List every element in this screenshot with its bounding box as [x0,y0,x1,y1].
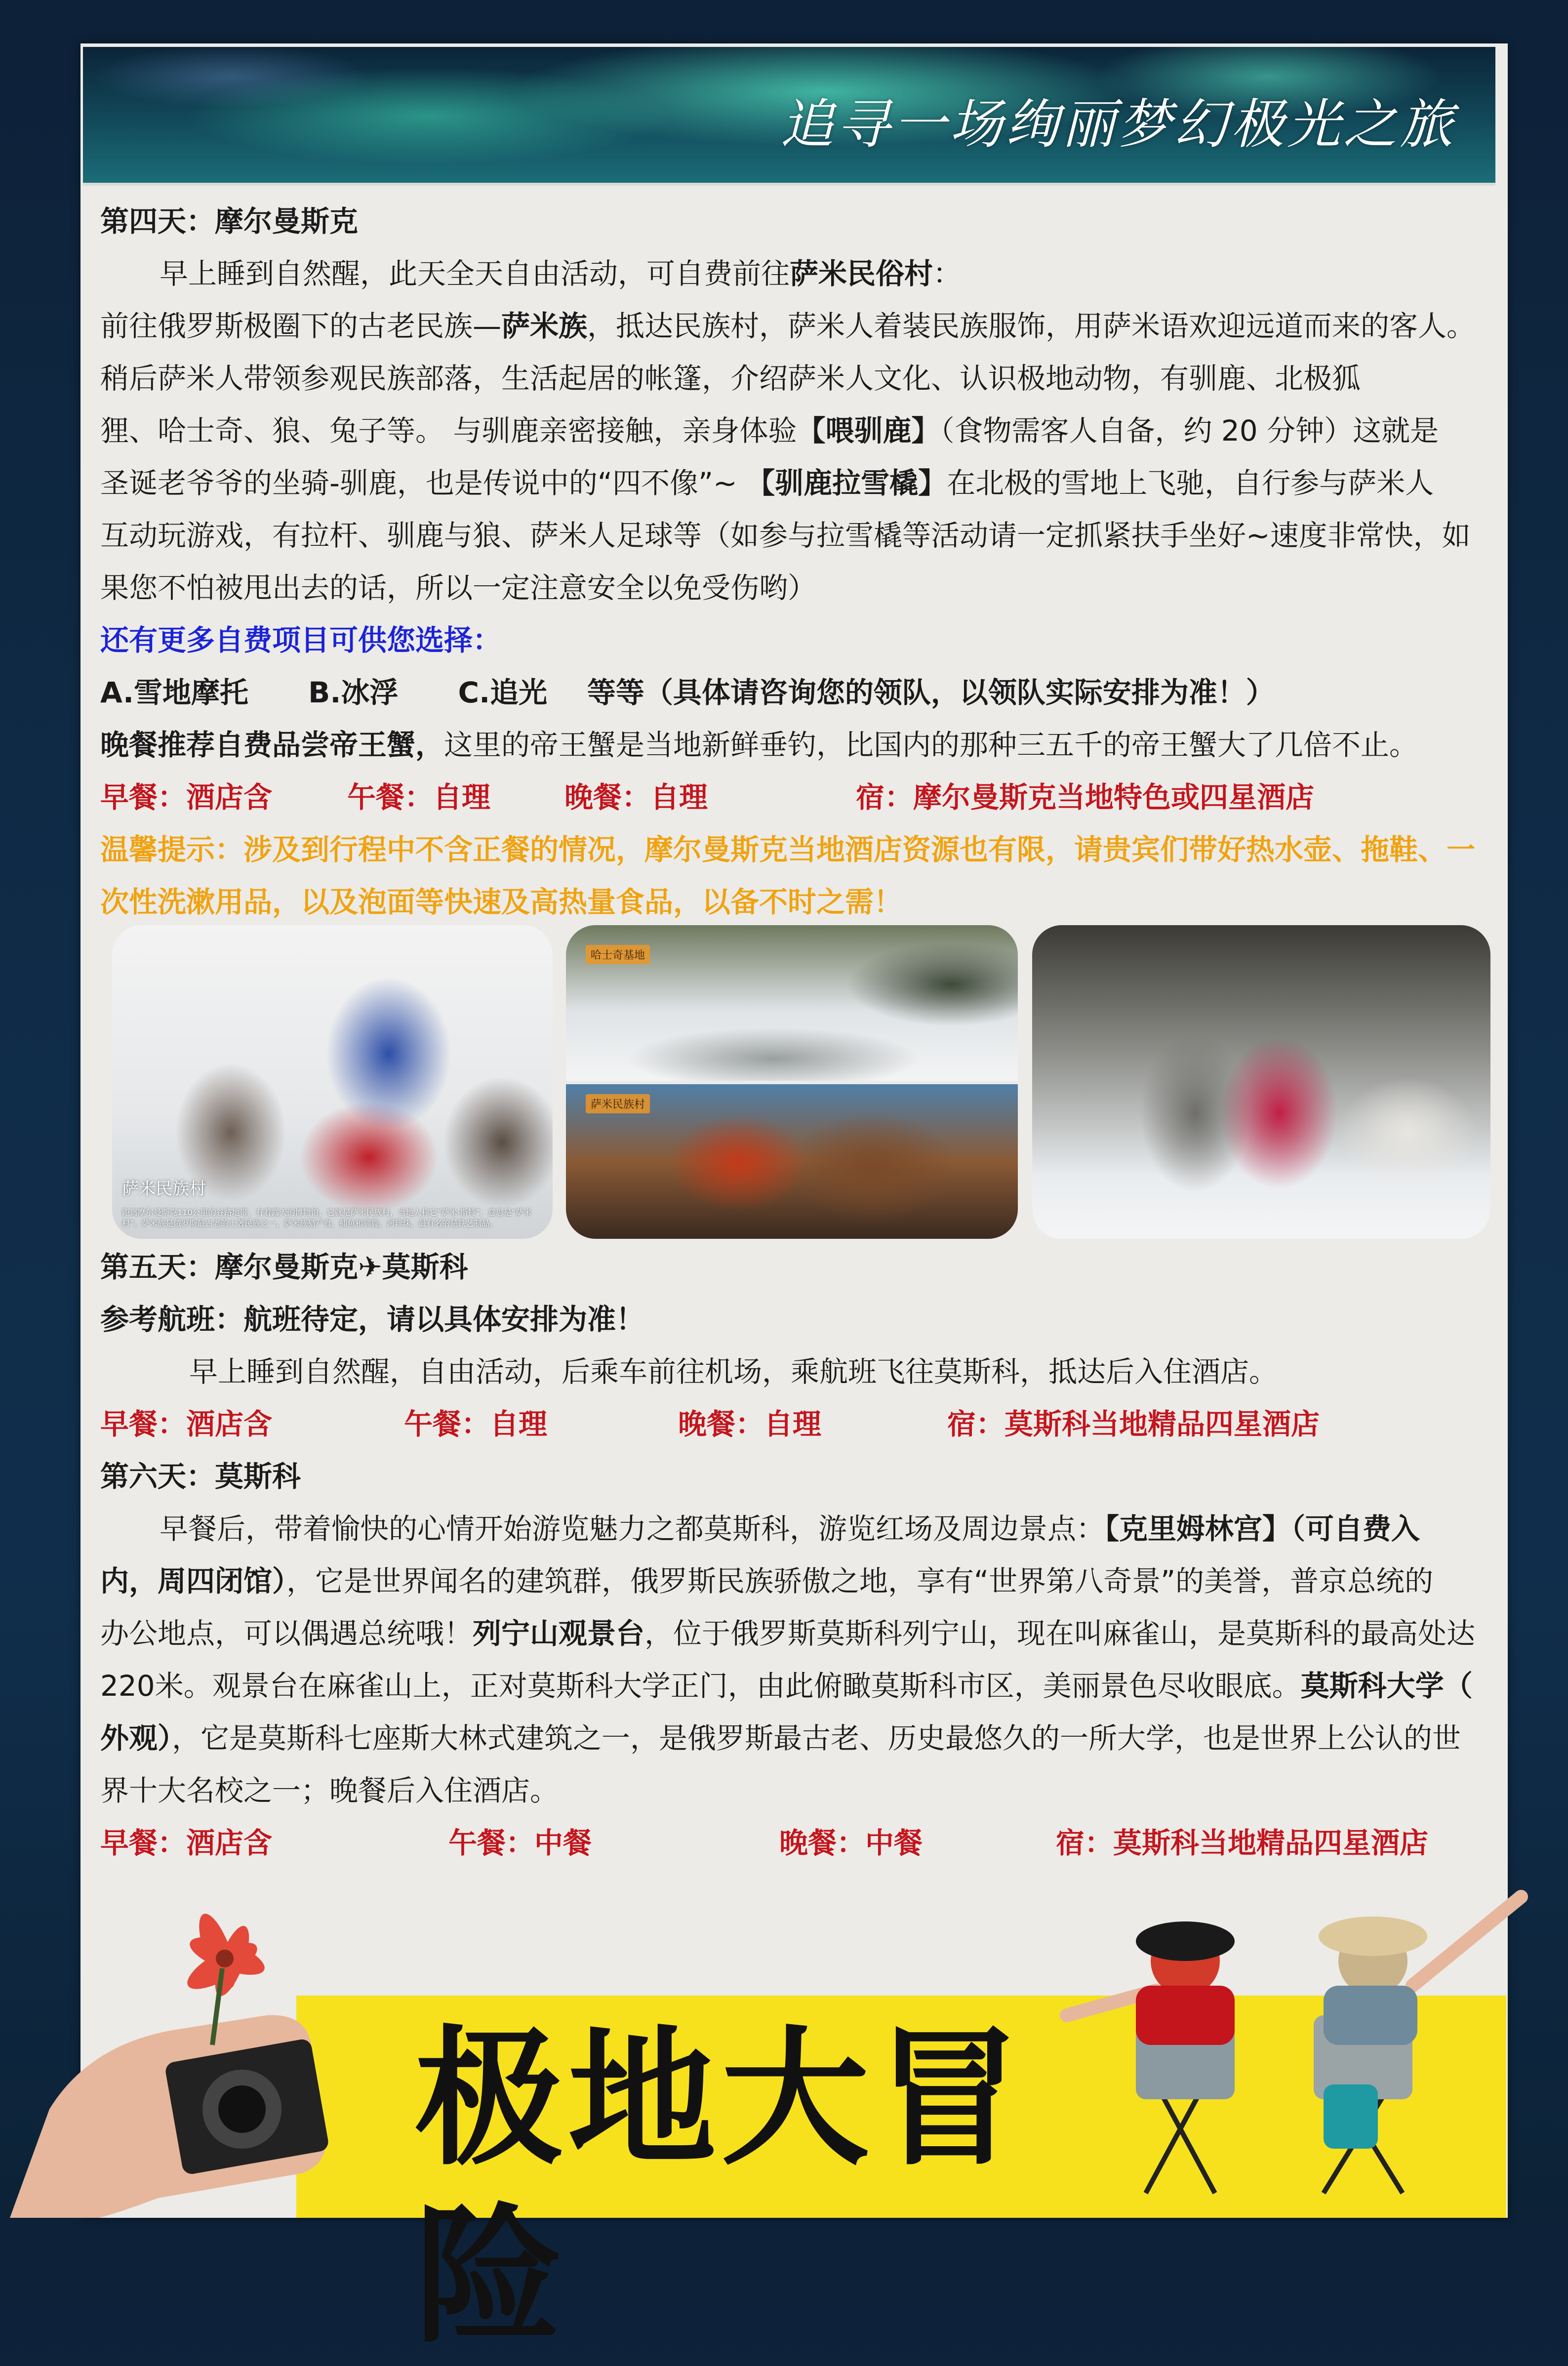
day4-paragraph-line: 果您不怕被甩出去的话，所以一定注意安全以免受伤哟） [100,571,817,605]
dinner-info: 晚餐：中餐 [779,1826,923,1860]
photo-caption: 萨米民族村 [122,1179,206,1199]
sami-village-photo [566,1084,1018,1239]
feeding-reindeer-photo [1032,925,1490,1239]
dinner-recommendation: 晚餐推荐自费品尝帝王蟹，这里的帝王蟹是当地新鲜垂钓，比国内的那种三五千的帝王蟹大了几倍不止。 [100,728,1418,762]
flight-info: 参考航班：航班待定，请以具体安排为准！ [100,1303,645,1336]
aurora-banner [83,47,1495,186]
day6-meals [100,1817,1483,1869]
itinerary-content [100,195,1483,928]
hotel-info: 宿：莫斯科当地精品四星酒店 [1056,1826,1429,1860]
hotel-info: 宿：摩尔曼斯克当地特色或四星酒店 [856,780,1315,814]
day4-heading: 第四天：摩尔曼斯克 [100,204,359,238]
day6-heading: 第六天：莫斯科 [100,1460,301,1493]
warm-tip-line: 温馨提示：涉及到行程中不含正餐的情况，摩尔曼斯克当地酒店资源也有限，请贵宾们带好热水壶、拖鞋、一 [100,833,1476,866]
warm-tip-line: 次性洗漱用品，以及泡面等快速及高热量食品，以备不时之需！ [100,885,903,919]
breakfast-info: 早餐：酒店含 [100,780,273,814]
day6-paragraph-line: 办公地点，可以偶遇总统哦！列宁山观景台，位于俄罗斯莫斯科列宁山，现在叫麻雀山，是莫斯科的最高处达 [100,1617,1476,1650]
lunch-info: 午餐：自理 [404,1407,548,1441]
husky-sled-photo [566,925,1018,1081]
day6-paragraph-line: 界十大名校之一；晚餐后入住酒店。 [100,1774,559,1807]
breakfast-info: 早餐：酒店含 [100,1407,273,1441]
travelers-on-chairs-icon [1007,1877,1568,2218]
day4-paragraph-line: 稍后萨米人带领参观民族部落，生活起居的帐篷，介绍萨米人文化、认识极地动物，有驯鹿、北极狐 [100,362,1361,395]
day4-paragraph-line: 早上睡到自然醒，此天全天自由活动，可自费前往萨米民俗村： [160,257,962,290]
sami-reindeer-sleigh-photo [112,925,553,1239]
day4-meals [100,771,1483,823]
day6-paragraph-line: 内，周四闭馆），它是世界闻名的建筑群，俄罗斯民族骄傲之地，享有“世界第八奇景”的美誉，普京总统的 [100,1564,1434,1598]
optional-items-heading: 还有更多自费项目可供您选择： [100,623,502,657]
husky-base-sign: 哈士奇基地 [586,945,650,964]
dinner-info: 晚餐：自理 [564,780,708,814]
banner-title: 追寻一场绚丽梦幻极光之旅 [780,94,1456,156]
day4-paragraph-line: 圣诞老爷爷的坐骑-驯鹿，也是传说中的“四不像”~ 【驯鹿拉雪橇】在北极的雪地上飞驰，自行参与萨米人 [100,466,1434,500]
day4-paragraph-line: 前往俄罗斯极圈下的古老民族—萨米族，抵达民族村，萨米人着装民族服饰，用萨米语欢迎远道而来的客人。 [100,309,1476,343]
breakfast-info: 早餐：酒店含 [100,1826,273,1860]
day4-paragraph-line: 狸、哈士奇、狼、兔子等。 与驯鹿亲密接触，亲身体验【喂驯鹿】（食物需客人自备，约 20 分钟）这就是 [100,414,1439,448]
dinner-info: 晚餐：自理 [678,1407,822,1441]
sami-village-sign: 萨米民族村 [586,1094,650,1113]
footer-title: 极地大冒险 [415,2013,1027,2363]
day6-paragraph-line: 早餐后，带着愉快的心情开始游览魅力之都莫斯科，游览红场及周边景点：【克里姆林宫】（可自费入 [160,1512,1420,1546]
itinerary-content-2 [100,1241,1483,1869]
hand-holding-camera-icon [10,1897,365,2218]
day6-paragraph-line: 外观），它是莫斯科七座斯大林式建筑之一，是俄罗斯最古老、历史最悠久的一所大学，也是世界上公认的世 [100,1721,1461,1755]
photo-small-text: 距离摩尔曼斯克110公里的谷路地带，有着露天的博物馆，它就是萨米民族村，当地人称它“萨米-斯特”，意思是“萨米村”。萨米族是俄罗斯最古老的土著民族之一，萨米族猎产食，捕鱼和驯鹿，河珍珠，最有名的是铁艺制品。 [122,1208,532,1228]
optional-items-list: A.雪地摩托 B.冰浮 C.追光 等等（具体请咨询您的领队，以领队实际安排为准！） [100,676,1275,709]
day4-paragraph-line: 互动玩游戏，有拉杆、驯鹿与狼、萨米人足球等（如参与拉雪橇等活动请一定抓紧扶手坐好~速度非常快，如 [100,519,1471,552]
day5-paragraph: 早上睡到自然醒，自由活动，后乘车前往机场，乘航班飞往莫斯科，抵达后入住酒店。 [189,1355,1278,1388]
day6-paragraph-line: 220米。观景台在麻雀山上，正对莫斯科大学正门，由此俯瞰莫斯科市区，美丽景色尽收眼底。莫斯科大学（ [100,1669,1473,1703]
day5-heading: 第五天：摩尔曼斯克✈莫斯科 [100,1250,468,1284]
lunch-info: 午餐：中餐 [448,1826,592,1860]
lunch-info: 午餐：自理 [347,780,491,814]
day5-meals [100,1398,1483,1450]
hotel-info: 宿：莫斯科当地精品四星酒店 [947,1407,1320,1441]
